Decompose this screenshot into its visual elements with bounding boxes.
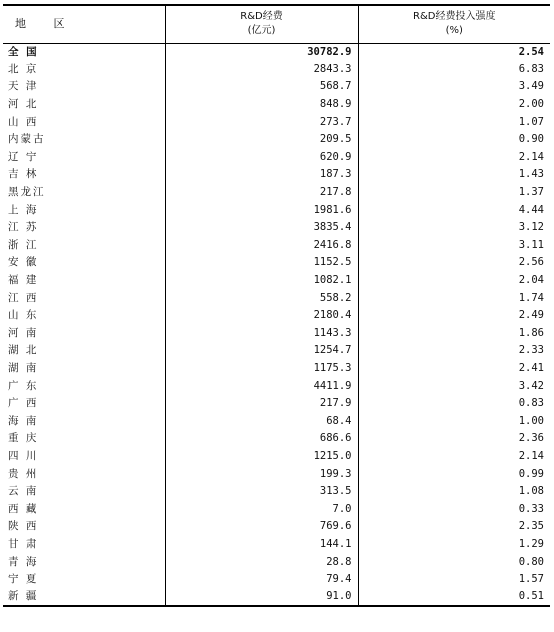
intensity-cell: 1.07 [358,113,550,131]
rd-expense-cell: 2180.4 [165,307,358,325]
table-row [3,342,550,360]
table-row [3,201,550,219]
region-cell: 江 西 [8,291,39,304]
table-row [3,412,550,430]
table-row [3,536,550,554]
intensity-cell: 2.14 [358,149,550,167]
intensity-cell: 3.12 [358,219,550,237]
region-cell: 新 疆 [8,590,39,603]
rd-expense-table-container [3,4,550,607]
table-row [3,500,550,518]
region-cell: 辽 宁 [8,150,39,163]
region-cell: 河 南 [8,326,39,339]
rd-expense-cell: 2416.8 [165,237,358,255]
intensity-cell: 3.49 [358,78,550,96]
table-body [3,43,550,606]
region-column-header: 地 区 [15,17,77,31]
table-row [3,395,550,413]
region-cell: 重 庆 [8,432,39,445]
table-row [3,237,550,255]
table-row [3,553,550,571]
intensity-cell: 0.83 [358,395,550,413]
region-cell: 四 川 [8,449,39,462]
rd-expense-cell: 313.5 [165,483,358,501]
rd-expense-cell: 1152.5 [165,254,358,272]
region-cell: 广 西 [8,397,39,410]
intensity-cell: 1.86 [358,325,550,343]
region-cell: 福 建 [8,274,39,287]
region-cell: 云 南 [8,485,39,498]
rd-expense-cell: 91.0 [165,588,358,606]
rd-expense-cell: 1082.1 [165,272,358,290]
rd-expense-header-line1: R&D经费 [240,11,283,23]
rd-expense-header-line2: (亿元) [247,25,276,37]
intensity-cell: 2.49 [358,307,550,325]
intensity-cell: 0.80 [358,553,550,571]
rd-expense-cell: 1215.0 [165,448,358,466]
region-cell: 上 海 [8,203,39,216]
rd-expense-cell: 1175.3 [165,360,358,378]
table-row [3,96,550,114]
table-row [3,289,550,307]
region-cell: 广 东 [8,379,39,392]
table-row [3,325,550,343]
table-row [3,184,550,202]
region-cell: 甘 肃 [8,537,39,550]
intensity-cell: 3.42 [358,377,550,395]
intensity-cell: 0.99 [358,465,550,483]
rd-expense-cell: 7.0 [165,500,358,518]
rd-expense-cell: 2843.3 [165,61,358,79]
rd-expense-cell: 209.5 [165,131,358,149]
table-row [3,518,550,536]
rd-expense-cell: 686.6 [165,430,358,448]
region-cell: 宁 夏 [8,573,39,586]
region-cell: 湖 南 [8,361,39,374]
rd-expense-cell: 79.4 [165,571,358,589]
table-row [3,254,550,272]
table-row [3,113,550,131]
region-cell: 海 南 [8,414,39,427]
region-cell: 内蒙古 [8,133,46,146]
intensity-cell: 3.11 [358,237,550,255]
rd-expense-cell: 217.8 [165,184,358,202]
rd-expense-cell: 1254.7 [165,342,358,360]
intensity-cell: 1.37 [358,184,550,202]
region-cell: 湖 北 [8,344,39,357]
rd-expense-cell: 848.9 [165,96,358,114]
intensity-cell: 1.29 [358,536,550,554]
rd-expense-cell: 568.7 [165,78,358,96]
intensity-column-header [358,5,550,43]
region-cell: 北 京 [8,62,39,75]
region-cell: 贵 州 [8,467,39,480]
rd-expense-cell: 68.4 [165,412,358,430]
region-cell: 山 东 [8,309,39,322]
header-row [3,5,550,43]
region-cell: 黑龙江 [8,186,46,199]
region-cell: 西 藏 [8,502,39,515]
intensity-cell: 2.33 [358,342,550,360]
intensity-cell: 1.74 [358,289,550,307]
region-cell: 山 西 [8,115,39,128]
table-row [3,166,550,184]
region-cell: 陕 西 [8,520,39,533]
intensity-cell: 2.00 [358,96,550,114]
table-row [3,272,550,290]
rd-expense-cell: 620.9 [165,149,358,167]
intensity-header-line2: (%) [445,25,463,37]
table-row [3,219,550,237]
region-cell: 全 国 [8,45,39,58]
rd-expense-cell: 144.1 [165,536,358,554]
table-row [3,571,550,589]
intensity-cell: 2.35 [358,518,550,536]
region-cell: 天 津 [8,80,39,93]
region-cell: 河 北 [8,98,39,111]
table-row [3,307,550,325]
rd-expense-column-header [165,5,358,43]
rd-expense-cell: 558.2 [165,289,358,307]
region-cell: 安 徽 [8,256,39,269]
intensity-cell: 1.43 [358,166,550,184]
intensity-cell: 1.57 [358,571,550,589]
table-row-total [3,43,550,61]
table-row [3,448,550,466]
intensity-cell: 2.36 [358,430,550,448]
intensity-cell: 2.56 [358,254,550,272]
rd-expense-cell: 217.9 [165,395,358,413]
table-row [3,360,550,378]
table-row [3,465,550,483]
intensity-cell: 2.41 [358,360,550,378]
region-cell: 江 苏 [8,221,39,234]
rd-expense-cell: 3835.4 [165,219,358,237]
intensity-cell: 2.04 [358,272,550,290]
rd-expense-cell: 30782.9 [165,43,358,61]
table-row [3,61,550,79]
table-row [3,588,550,606]
intensity-cell: 2.54 [358,43,550,61]
rd-expense-cell: 1981.6 [165,201,358,219]
rd-expense-table [3,4,550,607]
region-cell: 浙 江 [8,238,39,251]
table-row [3,377,550,395]
rd-expense-cell: 187.3 [165,166,358,184]
region-cell: 吉 林 [8,168,39,181]
intensity-cell: 0.90 [358,131,550,149]
intensity-cell: 2.14 [358,448,550,466]
intensity-cell: 0.33 [358,500,550,518]
table-row [3,483,550,501]
intensity-cell: 0.51 [358,588,550,606]
table-row [3,78,550,96]
region-cell: 青 海 [8,555,39,568]
rd-expense-cell: 1143.3 [165,325,358,343]
intensity-cell: 1.08 [358,483,550,501]
rd-expense-cell: 28.8 [165,553,358,571]
table-header [3,5,550,43]
table-row [3,149,550,167]
rd-expense-cell: 4411.9 [165,377,358,395]
table-row [3,131,550,149]
rd-expense-cell: 199.3 [165,465,358,483]
intensity-header-line1: R&D经费投入强度 [413,11,496,23]
rd-expense-cell: 273.7 [165,113,358,131]
table-row [3,430,550,448]
intensity-cell: 6.83 [358,61,550,79]
intensity-cell: 1.00 [358,412,550,430]
intensity-cell: 4.44 [358,201,550,219]
rd-expense-cell: 769.6 [165,518,358,536]
